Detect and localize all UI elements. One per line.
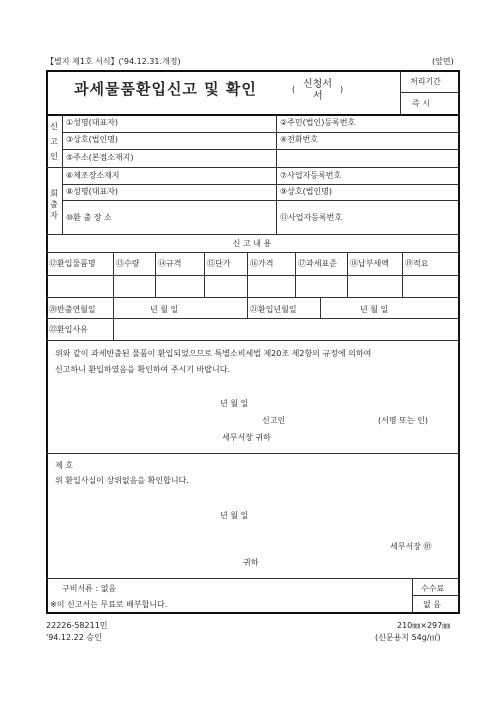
declaration-text-1: 위와 같이 과세반출된 물품이 환입되었으므로 특별소비세법 제20조 제2항의 규정에 의하여 (55, 349, 372, 358)
declaration-reporter-label: 신고인 (262, 416, 286, 425)
col-spec: ⑭규격 (158, 259, 182, 268)
report-contents-header: 신 고 내 용 (232, 239, 272, 248)
field-return-place: ⑩환 출 장 소 (66, 213, 112, 222)
processing-period-label: 처리기간 (410, 77, 441, 86)
bracket-line-2: 서 (313, 91, 323, 102)
col-tax-amount: ⑱납부세액 (350, 259, 389, 268)
field-outbound-date-label: ⑳반출연월일 (49, 305, 96, 314)
paren-right: ) (340, 85, 344, 94)
reporter-side-label: 신 고 인 (50, 122, 58, 161)
col-tax-base: ⑰과세표준 (298, 259, 337, 268)
declaration-text-2: 신고하니 환입하였음을 확인하여 주시기 바랍니다. (55, 365, 231, 374)
col-price: ⑯가격 (250, 259, 274, 268)
confirmation-addressee: 귀하 (243, 558, 259, 567)
field-factory-location: ⑥제조장소재지 (66, 171, 120, 180)
page-side-label: (앞면) (432, 57, 454, 66)
field-returner-name: ⑧성명(대표자) (66, 187, 119, 196)
form-code: 22226-58211민 (46, 621, 108, 630)
fee-label: 수수료 (421, 584, 445, 593)
col-unit-price: ⑮단가 (207, 259, 231, 268)
required-documents: 구비서류 : 없음 (62, 584, 117, 593)
processing-period-value: 즉 시 (412, 99, 430, 108)
form-number: 【별지 제1호 서식】('94.12.31.개정) (46, 57, 181, 66)
field-reporter-name: ①성명(대표자) (66, 118, 119, 127)
field-phone: ④전화번호 (280, 135, 319, 144)
col-quantity: ⑬수량 (116, 259, 140, 268)
field-address: ⑤주소(본점소재지) (66, 153, 134, 162)
bracket-line-1: 신청서 (303, 79, 332, 90)
col-remarks: ⑲적요 (405, 259, 429, 268)
field-returner-company: ⑨상호(법인명) (280, 187, 333, 196)
confirmation-number: 제 호 (55, 461, 73, 470)
declaration-sign-note: (서명 또는 인) (378, 416, 428, 425)
field-return-date-label: ㉑환입년월일 (250, 305, 297, 314)
declaration-date: 년 월 일 (220, 399, 249, 408)
confirmation-office: 세무서장 ㊞ (390, 542, 432, 551)
paren-left: ( (292, 85, 296, 94)
free-distribution-note: ※이 신고서는 무료로 배부합니다. (50, 600, 168, 609)
field-resident-reg-no: ②주민(법인)등록번호 (280, 118, 356, 127)
field-return-date-value: 년 월 일 (360, 305, 389, 314)
form-title: 과세물품환입신고 및 확인 (74, 80, 257, 98)
paper-type: (신문용지 54g/㎡) (375, 633, 441, 642)
col-item-name: ⑫환입물품명 (49, 259, 96, 268)
field-company-name: ③상호(법인명) (66, 135, 119, 144)
field-business-reg-no: ⑦사업자등록번호 (280, 171, 342, 180)
field-return-reason-label: ㉒환입사유 (49, 325, 88, 334)
declaration-addressee: 세무서장 귀하 (222, 433, 271, 442)
returner-side-label: 회 출 자 (50, 189, 58, 220)
paper-size: 210㎜×297㎜ (397, 621, 451, 630)
field-outbound-date-value: 년 월 일 (150, 305, 179, 314)
confirmation-text: 위 환입사실이 상위없음을 확인합니다. (55, 476, 189, 485)
approval-date: '94.12.22 승인 (46, 633, 102, 642)
confirmation-date: 년 월 일 (220, 511, 249, 520)
fee-value: 없 음 (423, 600, 441, 609)
field-returner-biz-no: ⑪사업자등록번호 (280, 213, 343, 222)
